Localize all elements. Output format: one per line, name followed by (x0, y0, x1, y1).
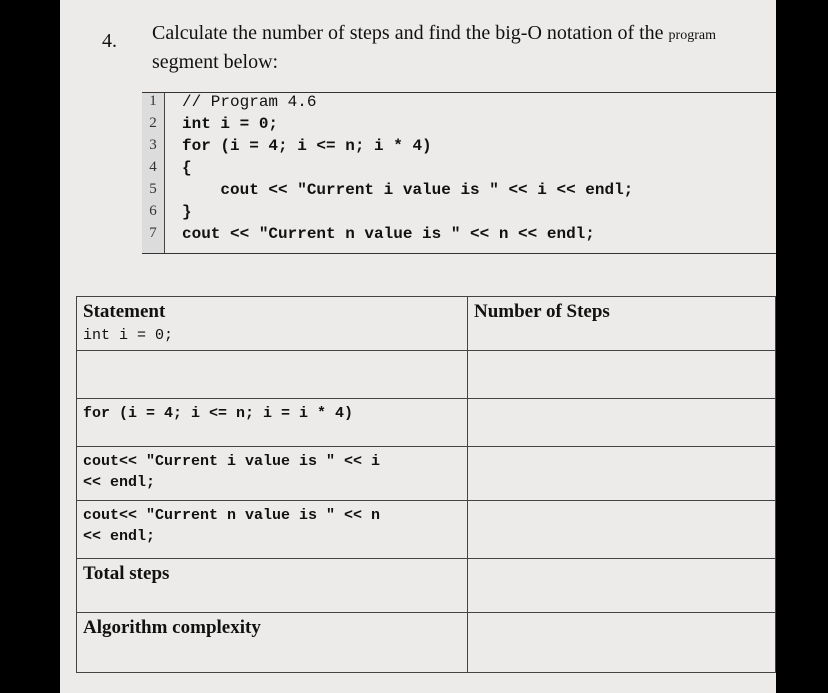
code-line: } (182, 203, 192, 221)
question-line-2: segment below: (152, 51, 279, 73)
statement-cell: cout<< "Current n value is " << n << endl; (77, 501, 468, 559)
line-number: 7 (149, 225, 157, 241)
statement-cell (77, 351, 468, 399)
steps-cell[interactable] (468, 399, 776, 447)
statement-header (77, 297, 468, 351)
table-row (77, 399, 776, 447)
steps-cell[interactable] (468, 447, 776, 501)
line-number: 3 (149, 137, 157, 153)
steps-cell[interactable] (468, 351, 776, 399)
steps-cell[interactable] (468, 559, 776, 613)
question-line-1-tail: program (668, 28, 716, 43)
code-line: // Program 4.6 (182, 93, 317, 111)
code-line: int i = 0; (182, 115, 279, 133)
steps-cell[interactable] (468, 613, 776, 673)
question-line-1: Calculate the number of steps and find the big-O notation of the (152, 22, 664, 44)
statement-inline: int i = 0; (83, 327, 174, 344)
table-row (77, 351, 776, 399)
line-number: 6 (149, 203, 157, 219)
code-line: cout << "Current i value is " << i << endl; (182, 181, 634, 199)
algorithm-complexity-label: Algorithm complexity (77, 613, 468, 673)
line-number-gutter (142, 93, 165, 253)
line-number: 2 (149, 115, 157, 131)
statement-cell: for (i = 4; i <= n; i = i * 4) (77, 399, 468, 447)
line-number: 4 (149, 159, 157, 175)
table-row (77, 559, 776, 613)
table-row (77, 613, 776, 673)
total-steps-label: Total steps (77, 559, 468, 613)
code-line: { (182, 159, 192, 177)
question-text (152, 20, 772, 76)
statement-header-label: Statement (83, 301, 166, 322)
question-number: 4. (102, 30, 117, 52)
steps-cell[interactable] (468, 501, 776, 559)
table-header-row (77, 297, 776, 351)
code-line: cout << "Current n value is " << n << endl; (182, 225, 595, 243)
table-row (77, 447, 776, 501)
table-row (77, 501, 776, 559)
statement-cell: cout<< "Current i value is " << i << endl; (77, 447, 468, 501)
steps-table (76, 296, 776, 673)
code-line: for (i = 4; i <= n; i * 4) (182, 137, 432, 155)
line-number: 5 (149, 181, 157, 197)
worksheet-page (60, 0, 776, 693)
steps-header: Number of Steps (468, 297, 776, 351)
code-listing (142, 92, 776, 254)
line-number: 1 (149, 93, 157, 109)
